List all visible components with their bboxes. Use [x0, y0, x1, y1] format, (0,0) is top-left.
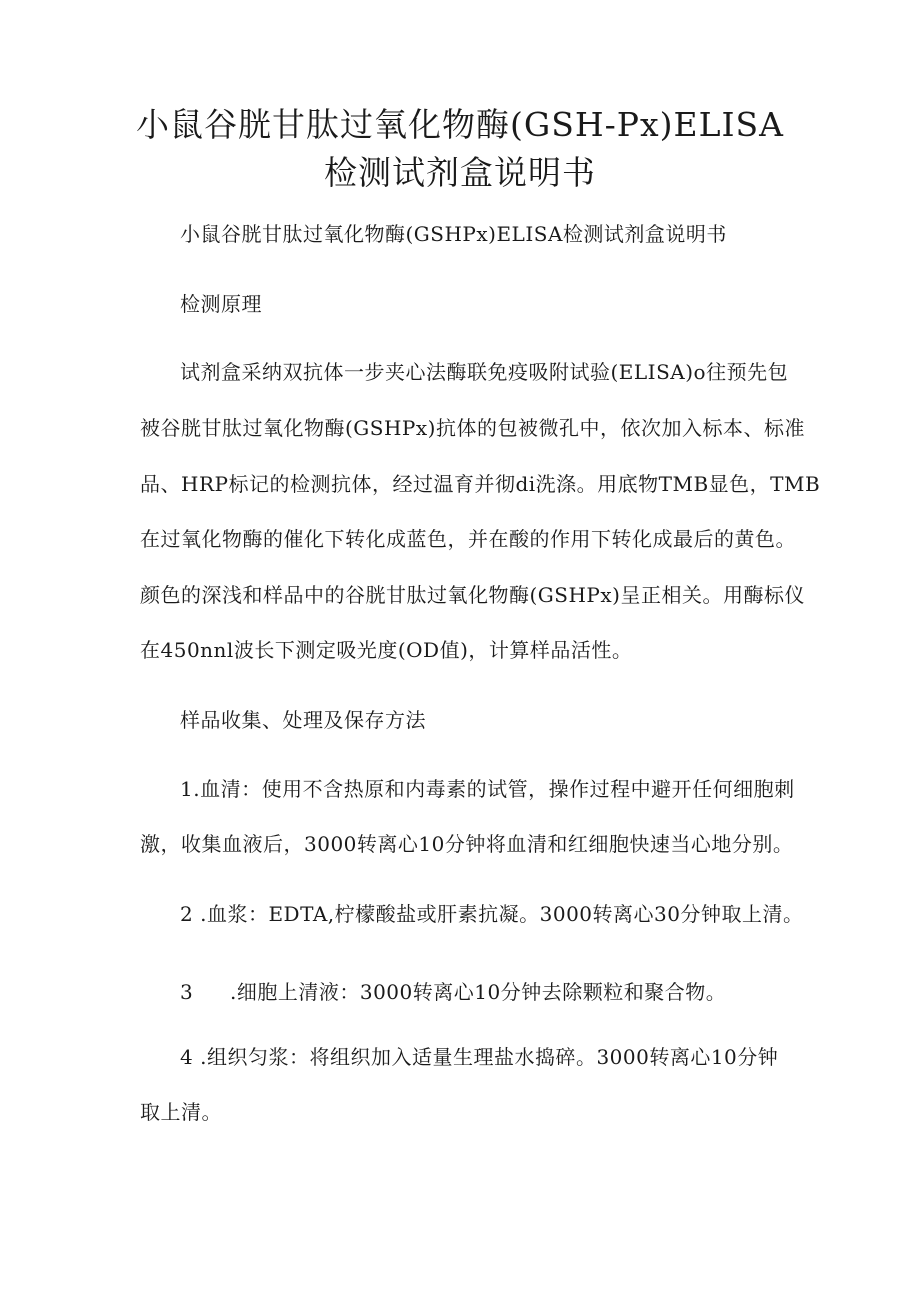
principle-line: 在450nnl波长下测定吸光度(OD值)，计算样品活性。: [140, 638, 633, 662]
sample-item-tissue-line-2: 取上清。: [140, 1100, 222, 1124]
sample-item-plasma: 2 .血浆：EDTA,柠檬酸盐或肝素抗凝。3000转离心30分钟取上清。: [180, 902, 804, 926]
section-heading-principle: 检测原理: [180, 292, 262, 316]
sample-item-serum-line-1: 1.血清：使用不含热原和内毒素的试管，操作过程中避开任何细胞刺: [180, 777, 795, 801]
sample-item-cell-supernatant: .细胞上清液：3000转离心10分钟去除颗粒和聚合物。: [230, 980, 727, 1004]
principle-line: 被谷胱甘肽过氧化物酶(GSHPx)抗体的包被微孔中，依次加入标本、标准: [140, 416, 805, 440]
principle-line: 试剂盒采纳双抗体一步夹心法酶联免疫吸附试验(ELISA)o往预先包: [180, 360, 789, 384]
principle-line: 品、HRP标记的检测抗体，经过温育并彻di洗涤。用底物TMB显色，TMB: [140, 472, 821, 496]
document-title-line-2: 检测试剂盒说明书: [324, 153, 596, 192]
section-heading-sample: 样品收集、处理及保存方法: [180, 708, 426, 732]
sample-item-number: 3: [180, 980, 194, 1004]
principle-line: 在过氧化物酶的催化下转化成蓝色，并在酸的作用下转化成最后的黄色。: [140, 527, 796, 551]
sample-item-serum-line-2: 激，收集血液后，3000转离心10分钟将血清和红细胞快速当心地分别。: [140, 832, 794, 856]
principle-line: 颜色的深浅和样品中的谷胱甘肽过氧化物酶(GSHPx)呈正相关。用酶标仪: [140, 583, 805, 607]
document-subtitle: 小鼠谷胱甘肽过氧化物酶(GSHPx)ELISA检测试剂盒说明书: [180, 222, 727, 246]
sample-item-tissue-line-1: 4 .组织匀浆：将组织加入适量生理盐水捣碎。3000转离心10分钟: [180, 1045, 779, 1069]
document-title-line-1: 小鼠谷胱甘肽过氧化物酶(GSH-Px)ELISA: [136, 105, 784, 144]
